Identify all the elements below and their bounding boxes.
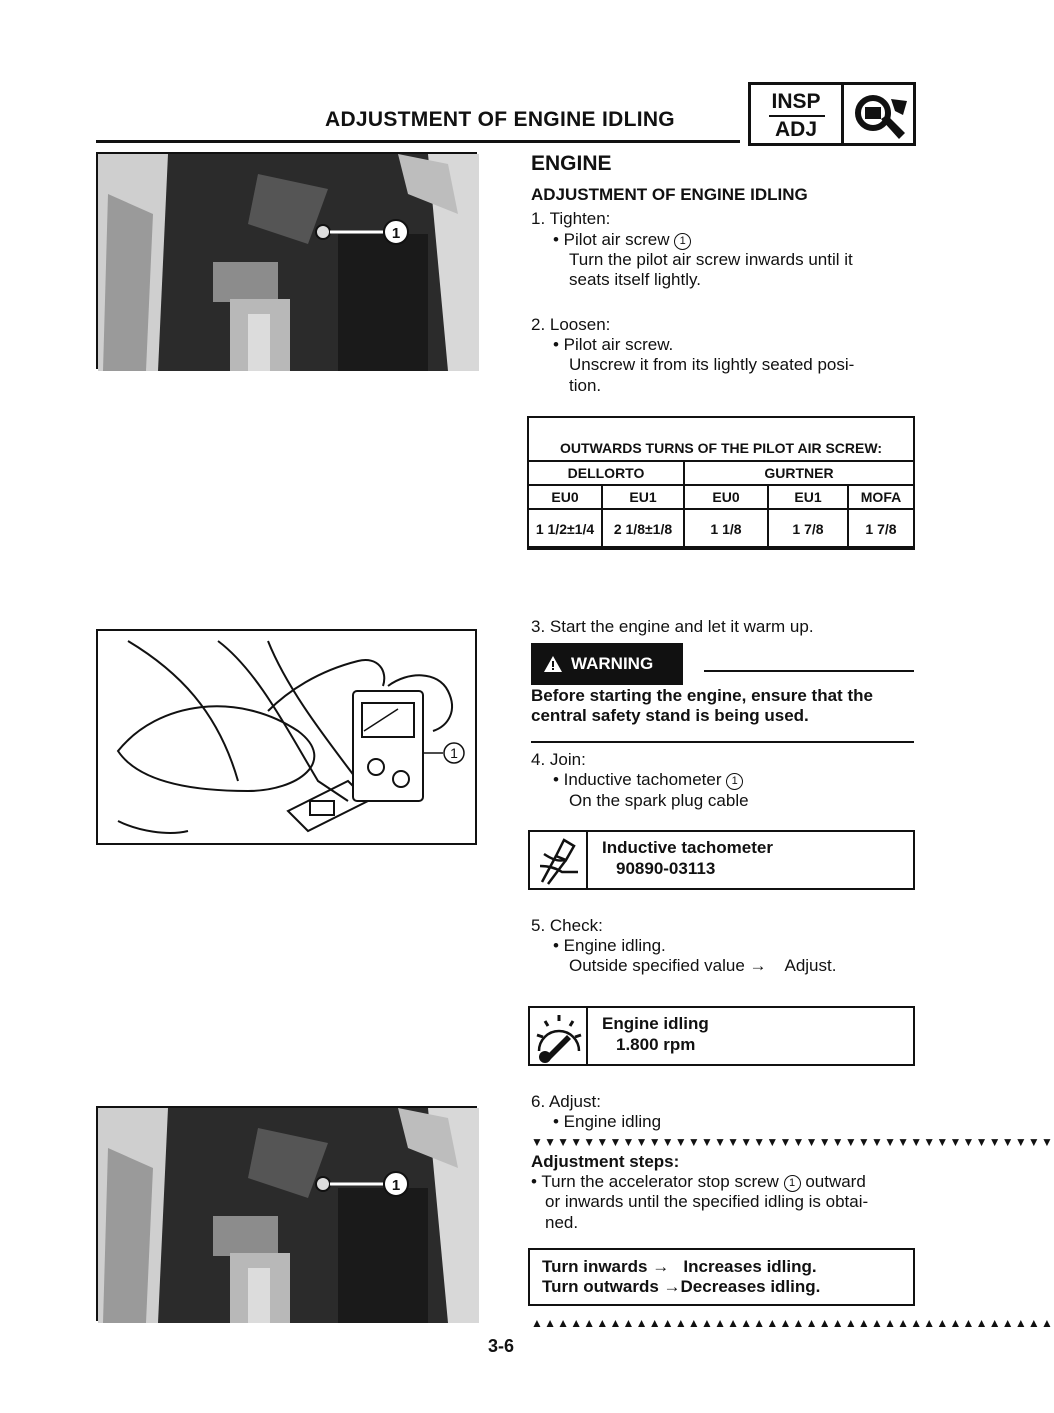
step-4-item: • Inductive tachometer 1 [553,770,743,791]
badge-insp: INSP [771,90,821,113]
group-gurtner: GURTNER [684,461,914,485]
gauge-icon [533,1011,583,1063]
header-rule [96,140,740,143]
wrench-magnifier-icon [847,89,913,143]
table-cell: 1 7/8 [768,509,848,549]
special-tool-box [528,830,915,890]
tool-name: Inductive tachometer [602,838,773,857]
step-2-item: • Pilot air screw. [553,335,674,354]
step-2-head: 2. Loosen: [531,315,611,334]
engine-idling-spec-box [528,1006,915,1066]
warning-line1: Before starting the engine, ensure that the [531,686,873,705]
step-1-line2: seats itself lightly. [569,270,701,289]
callout-1: 1 [391,225,401,242]
adjust-line1: • Turn the accelerator stop screw 1 outward [531,1172,866,1191]
table-cell: 1 1/8 [684,509,768,549]
col-header: EU1 [768,485,848,509]
warning-badge [531,643,683,685]
carburetor-photo-top [96,152,477,369]
section-subtitle: ADJUSTMENT OF ENGINE IDLING [531,185,808,204]
carburetor-photo-bottom [96,1106,477,1321]
step-2-line2: tion. [569,376,602,395]
step-5-head: 5. Check: [531,916,603,935]
warning-triangle-icon [543,655,563,673]
col-header: EU1 [602,485,684,509]
adjust-result-box [528,1248,915,1306]
step-1-item: • Pilot air screw 1 [553,230,691,251]
pilot-screw-table [527,416,915,548]
spec-name: Engine idling [602,1014,709,1033]
warning-label: WARNING [571,654,654,673]
adjust-line3: ned. [545,1213,579,1232]
callout-1: 1 [450,745,458,761]
page-title: ADJUSTMENT OF ENGINE IDLING [325,108,675,131]
col-header: MOFA [848,485,914,509]
adjust-line2: or inwards until the specified idling is obtai- [545,1192,869,1211]
step-1-line1: Turn the pilot air screw inwards until it [569,250,853,269]
insp-adj-badge [748,82,916,146]
step-4-line1: On the spark plug cable [569,791,749,810]
col-header: EU0 [684,485,768,509]
badge-adj: ADJ [774,118,817,141]
steps-start-marker: ▼▼▼▼▼▼▼▼▼▼▼▼▼▼▼▼▼▼▼▼▼▼▼▼▼▼▼▼▼▼▼▼▼▼▼▼▼▼▼▼ [531,1135,1054,1149]
group-dellorto: DELLORTO [528,461,684,485]
step-3-head: 3. Start the engine and let it warm up. [531,617,814,636]
result-row-2: Turn outwards →Decreases idling. [542,1277,821,1296]
step-4-head: 4. Join: [531,750,586,769]
tool-code: 90890-03113 [616,859,716,878]
callout-1: 1 [391,1177,401,1194]
warning-line2: central safety stand is being used. [531,706,809,725]
step-6-item: • Engine idling [553,1112,662,1131]
step-5-item: • Engine idling. [553,936,666,955]
table-cell: 1 1/2±1/4 [528,509,602,549]
steps-end-marker: ▲▲▲▲▲▲▲▲▲▲▲▲▲▲▲▲▲▲▲▲▲▲▲▲▲▲▲▲▲▲▲▲▲▲▲▲▲▲▲▲ [531,1316,1054,1330]
table-cell: 1 7/8 [848,509,914,549]
spec-value: 1.800 rpm [616,1035,696,1054]
tool-pliers-icon [534,836,582,886]
result-row-1: Turn inwards → Increases idling. [542,1257,817,1276]
step-5-line1: Outside specified value → Adjust. [569,956,837,975]
page-number: 3-6 [488,1336,515,1356]
step-1-head: 1. Tighten: [531,209,611,228]
adjust-title: Adjustment steps: [531,1152,680,1171]
step-2-line1: Unscrew it from its lightly seated posi- [569,355,855,374]
section-title: ENGINE [531,152,612,175]
table-cell: 2 1/8±1/8 [602,509,684,549]
step-6-head: 6. Adjust: [531,1092,601,1111]
table-title: OUTWARDS TURNS OF THE PILOT AIR SCREW: [560,440,882,456]
col-header: EU0 [528,485,602,509]
tachometer-drawing [96,629,477,845]
